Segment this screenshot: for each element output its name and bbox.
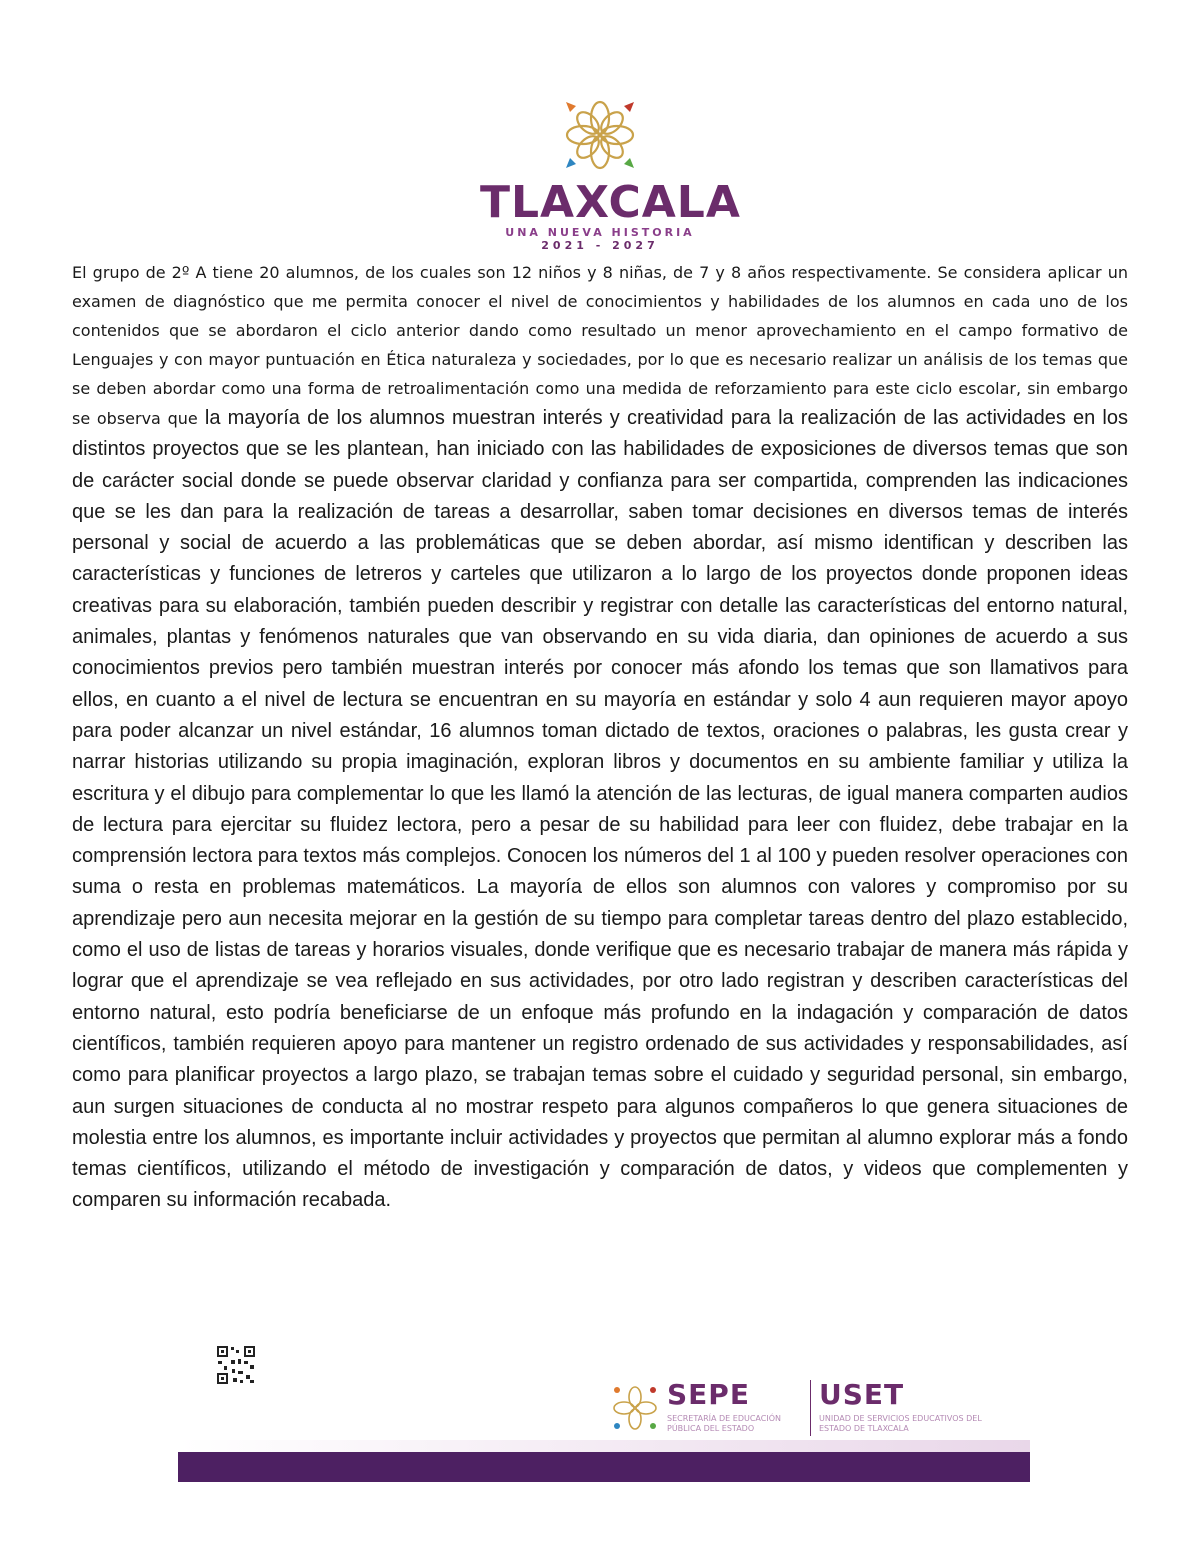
footer-bar-gradient xyxy=(178,1440,1030,1452)
sepe-subtitle: SECRETARÍA DE EDUCACIÓN PÚBLICA DEL ESTADO xyxy=(667,1414,781,1433)
footer-logos xyxy=(605,1378,1025,1438)
paragraph-main: la mayoría de los alumnos muestran interés y creatividad para la realización de las actividades en los distintos proyectos que se les plantean, han iniciado con las habilidades de exposiciones de diversos temas que son de carácter social donde se puede observar claridad y confianza para ser compartida, comprenden las indicaciones que se les dan para la realización de tareas a desarrollar, saben tomar decisiones en diversos temas de interés personal y social de acuerdo a las problemáticas que se deben abordar, así mismo identifican y describen las características y funciones de letreros y carteles que utilizaron a lo largo de los proyectos donde proponen ideas creativas para su elaboración, también pueden describir y registrar con detalle las características del entorno natural, animales, plantas y fenómenos naturales que van observando en su vida diaria, dan opiniones de acuerdo a sus conocimientos previos pero también muestran interés por conocer más afondo los temas que son llamativos para ellos, en cuanto a el nivel de lectura se encuentran en su mayoría en estándar y solo 4 aun requieren mayor apoyo para poder alcanzar un nivel estándar, 16 alumnos toman dictado de textos, oraciones o palabras, les gusta crear y narrar historias utilizando su propia imaginación, exploran libros y documentos en su ambiente familiar y utiliza la escritura y el dibujo para complementar lo que les llamó la atención de las lecturas, de igual manera comparten audios de lectura para ejercitar su fluidez lectora, pero a pesar de su habilidad para leer con fluidez, debe trabajar en la comprensión lectora para textos más complejos. Conocen los números del 1 al 100 y pueden resolver operaciones con suma o resta en problemas matemáticos. La mayoría de ellos son alumnos con valores y compromiso por su aprendizaje pero aun necesita mejorar en la gestión de su tiempo para completar tareas dentro del plazo establecido, como el uso de listas de tareas y horarios visuales, donde verifique que es necesario trabajar de manera más rápida y lograr que el aprendizaje se vea reflejado en sus actividades, por otro lado registran y describen características del entorno natural, esto podría beneficiarse de un enfoque más profundo en la indagación y comparación de datos científicos, también requieren apoyo para mantener un registro ordenado de sus actividades y responsabilidades, así como para planificar proyectos a largo plazo, se trabajan temas sobre el cuidado y seguridad personal, sin embargo, aun surgen situaciones de conducta al no mostrar respeto para algunos compañeros lo que genera situaciones de molestia entre los alumnos, es importante incluir actividades y proyectos que permitan al alumno explorar más a fondo temas científicos, utilizando el método de investigación y comparación de datos, y videos que complementen y comparen su información recabada. xyxy=(72,407,1129,1212)
brand-subtitle: UNA NUEVA HISTORIA xyxy=(505,226,695,239)
uset-subtitle: UNIDAD DE SERVICIOS EDUCATIVOS DEL ESTADO DE TLAXCALA xyxy=(819,1414,982,1433)
uset-title: USET xyxy=(819,1378,905,1411)
brand-years: 2021 - 2027 xyxy=(541,239,659,252)
sepe-flower-icon xyxy=(609,1382,661,1434)
qr-code-icon xyxy=(216,1345,256,1385)
sepe-title: SEPE xyxy=(667,1378,750,1411)
brand-title: TLAXCALA xyxy=(480,177,741,228)
footer-bar xyxy=(178,1452,1030,1482)
footer-divider xyxy=(810,1380,811,1436)
paragraph-intro: El grupo de 2º A tiene 20 alumnos, de los cuales son 12 niños y 8 niñas, de 7 y 8 años respectivamente. Se considera aplicar un examen de diagnóstico que me permita conocer el nivel de conocimientos y habilidades de los alumnos en cada uno de los contenidos que se abordaron el ciclo anterior dando como resultado un menor aprovechamiento en el campo formativo de Lenguajes y con mayor puntuación en Ética naturaleza y sociedades, por lo que es necesario realizar un análisis de los temas que se deben abordar como una forma de retroalimentación como una medida de reforzamiento para este ciclo escolar, sin embargo se observa que xyxy=(72,263,1128,428)
header-logo xyxy=(480,96,741,256)
tlaxcala-flower-icon xyxy=(560,96,640,174)
diagnostic-paragraph xyxy=(72,258,1128,1217)
